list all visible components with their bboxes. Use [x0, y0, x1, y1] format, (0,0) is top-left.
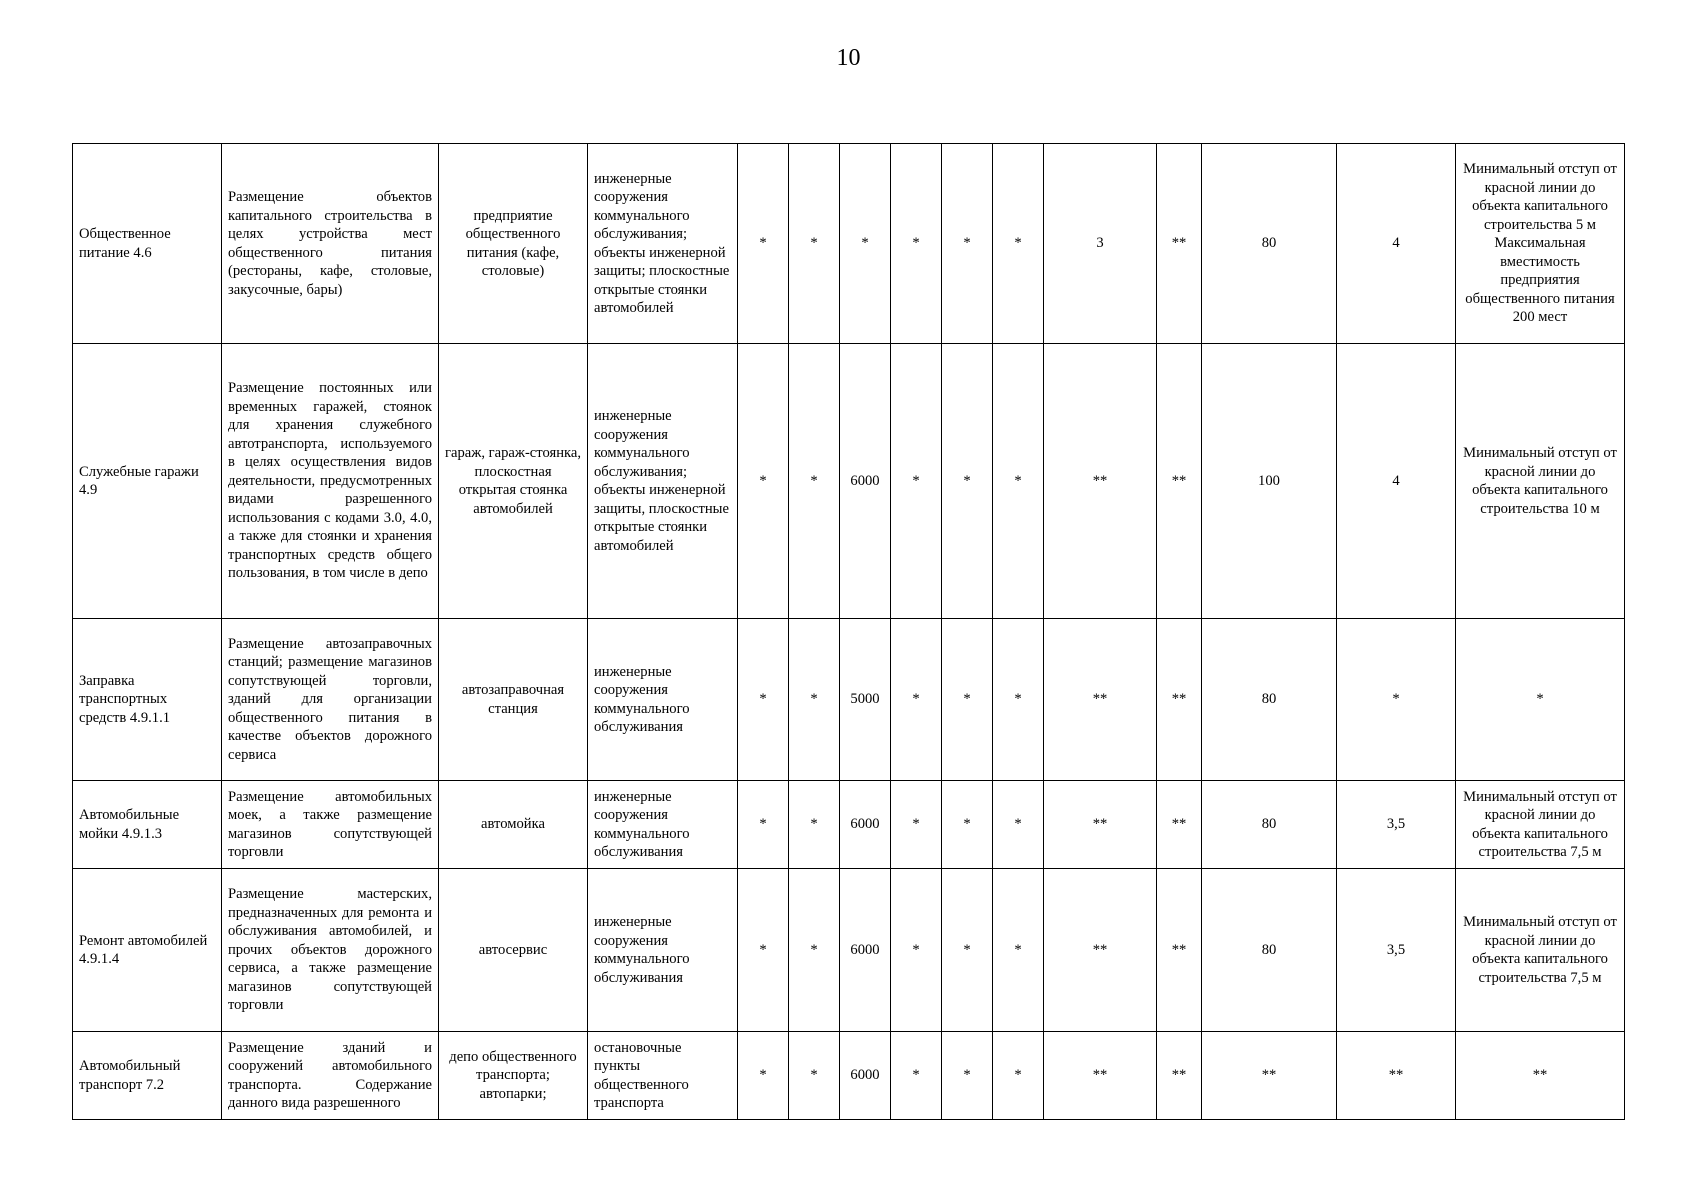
parameter-value-cell: * [738, 344, 789, 619]
parameter-value-cell: * [738, 781, 789, 869]
parameter-value-cell: * [789, 1032, 840, 1120]
parameter-value-cell: * [789, 869, 840, 1032]
parameter-value-cell: 80 [1202, 144, 1337, 344]
parameter-value-cell: * [840, 144, 891, 344]
parameter-value-cell: * [891, 1032, 942, 1120]
parameter-value-cell: * [993, 781, 1044, 869]
parameter-value-cell: 100 [1202, 344, 1337, 619]
table-row [73, 781, 1625, 869]
auxiliary-objects-cell: остановочные пункты общественного транспорта [588, 1032, 738, 1120]
land-use-type-cell: Ремонт автомобилей 4.9.1.4 [73, 869, 222, 1032]
land-use-type-cell: Автомобильные мойки 4.9.1.3 [73, 781, 222, 869]
parameter-value-cell: ** [1157, 869, 1202, 1032]
parameter-value-cell: * [789, 344, 840, 619]
parameter-value-cell: ** [1157, 344, 1202, 619]
table-row [73, 344, 1625, 619]
parameter-value-cell: 80 [1202, 619, 1337, 781]
table-row [73, 619, 1625, 781]
note-cell: Минимальный отступ от красной линии до объекта капитального строительства 10 м [1456, 344, 1625, 619]
note-cell: ** [1456, 1032, 1625, 1120]
parameter-value-cell: * [789, 619, 840, 781]
table-row [73, 869, 1625, 1032]
use-description-cell: Размещение постоянных или временных гаражей, стоянок для хранения служебного автотранспорта, используемого в целях осуществления видов деятельности, предусмотренных видами разрешенного использования с кодами 3.0, 4.0, а также для стоянки и хранения транспортных средств общего пользования, в том числе в депо [222, 344, 439, 619]
parameter-value-cell: ** [1044, 619, 1157, 781]
parameter-value-cell: * [891, 781, 942, 869]
auxiliary-objects-cell: инженерные сооружения коммунального обслуживания; объекты инженерной защиты; плоскостные открытые стоянки автомобилей [588, 144, 738, 344]
land-use-type-cell: Общественное питание 4.6 [73, 144, 222, 344]
permitted-objects-cell: гараж, гараж-стоянка, плоскостная открытая стоянка автомобилей [439, 344, 588, 619]
parameter-value-cell: 4 [1337, 144, 1456, 344]
parameter-value-cell: ** [1157, 781, 1202, 869]
parameter-value-cell: ** [1157, 144, 1202, 344]
parameter-value-cell: * [942, 619, 993, 781]
auxiliary-objects-cell: инженерные сооружения коммунального обслуживания; объекты инженерной защиты, плоскостные открытые стоянки автомобилей [588, 344, 738, 619]
parameter-value-cell: ** [1044, 781, 1157, 869]
table-row [73, 1032, 1625, 1120]
parameter-value-cell: * [738, 869, 789, 1032]
parameter-value-cell: * [993, 344, 1044, 619]
table-row [73, 144, 1625, 344]
parameter-value-cell: * [942, 869, 993, 1032]
parameter-value-cell: * [942, 781, 993, 869]
parameter-value-cell: 6000 [840, 869, 891, 1032]
parameter-value-cell: * [891, 144, 942, 344]
note-cell: * [1456, 619, 1625, 781]
parameter-value-cell: * [942, 1032, 993, 1120]
parameter-value-cell: * [1337, 619, 1456, 781]
parameter-value-cell: * [789, 144, 840, 344]
permitted-objects-cell: автомойка [439, 781, 588, 869]
permitted-objects-cell: депо общественного транспорта; автопарки; [439, 1032, 588, 1120]
parameter-value-cell: * [993, 1032, 1044, 1120]
parameter-value-cell: ** [1157, 1032, 1202, 1120]
land-use-regulations-table [72, 143, 1625, 1120]
parameter-value-cell: * [738, 1032, 789, 1120]
note-cell: Минимальный отступ от красной линии до объекта капитального строительства 5 м Максимальная вместимость предприятия общественного питания 200 мест [1456, 144, 1625, 344]
parameter-value-cell: * [942, 144, 993, 344]
use-description-cell: Размещение зданий и сооружений автомобильного транспорта. Содержание данного вида разрешенного [222, 1032, 439, 1120]
auxiliary-objects-cell: инженерные сооружения коммунального обслуживания [588, 781, 738, 869]
parameter-value-cell: * [993, 619, 1044, 781]
use-description-cell: Размещение автозаправочных станций; размещение магазинов сопутствующей торговли, зданий для организации общественного питания в качестве объектов дорожного сервиса [222, 619, 439, 781]
parameter-value-cell: * [738, 144, 789, 344]
parameter-value-cell: 3 [1044, 144, 1157, 344]
parameter-value-cell: * [993, 869, 1044, 1032]
parameter-value-cell: 6000 [840, 344, 891, 619]
land-use-type-cell: Служебные гаражи 4.9 [73, 344, 222, 619]
parameter-value-cell: 80 [1202, 781, 1337, 869]
parameter-value-cell: * [789, 781, 840, 869]
note-cell: Минимальный отступ от красной линии до объекта капитального строительства 7,5 м [1456, 781, 1625, 869]
parameter-value-cell: ** [1202, 1032, 1337, 1120]
auxiliary-objects-cell: инженерные сооружения коммунального обслуживания [588, 869, 738, 1032]
auxiliary-objects-cell: инженерные сооружения коммунального обслуживания [588, 619, 738, 781]
use-description-cell: Размещение мастерских, предназначенных для ремонта и обслуживания автомобилей, и прочих объектов дорожного сервиса, а также размещение магазинов сопутствующей торговли [222, 869, 439, 1032]
parameter-value-cell: ** [1044, 1032, 1157, 1120]
parameter-value-cell: * [942, 344, 993, 619]
permitted-objects-cell: автосервис [439, 869, 588, 1032]
land-use-type-cell: Автомобильный транспорт 7.2 [73, 1032, 222, 1120]
parameter-value-cell: ** [1044, 344, 1157, 619]
parameter-value-cell: 80 [1202, 869, 1337, 1032]
parameter-value-cell: 5000 [840, 619, 891, 781]
parameter-value-cell: 6000 [840, 1032, 891, 1120]
parameter-value-cell: 3,5 [1337, 781, 1456, 869]
parameter-value-cell: 4 [1337, 344, 1456, 619]
permitted-objects-cell: автозаправочная станция [439, 619, 588, 781]
parameter-value-cell: ** [1337, 1032, 1456, 1120]
parameter-value-cell: * [891, 619, 942, 781]
parameter-value-cell: * [993, 144, 1044, 344]
parameter-value-cell: ** [1157, 619, 1202, 781]
parameter-value-cell: ** [1044, 869, 1157, 1032]
parameter-value-cell: * [891, 869, 942, 1032]
note-cell: Минимальный отступ от красной линии до объекта капитального строительства 7,5 м [1456, 869, 1625, 1032]
page-number: 10 [836, 45, 861, 71]
use-description-cell: Размещение объектов капитального строительства в целях устройства мест общественного питания (рестораны, кафе, столовые, закусочные, бары) [222, 144, 439, 344]
parameter-value-cell: 6000 [840, 781, 891, 869]
land-use-type-cell: Заправка транспортных средств 4.9.1.1 [73, 619, 222, 781]
parameter-value-cell: 3,5 [1337, 869, 1456, 1032]
parameter-value-cell: * [891, 344, 942, 619]
use-description-cell: Размещение автомобильных моек, а также размещение магазинов сопутствующей торговли [222, 781, 439, 869]
parameter-value-cell: * [738, 619, 789, 781]
permitted-objects-cell: предприятие общественного питания (кафе, столовые) [439, 144, 588, 344]
